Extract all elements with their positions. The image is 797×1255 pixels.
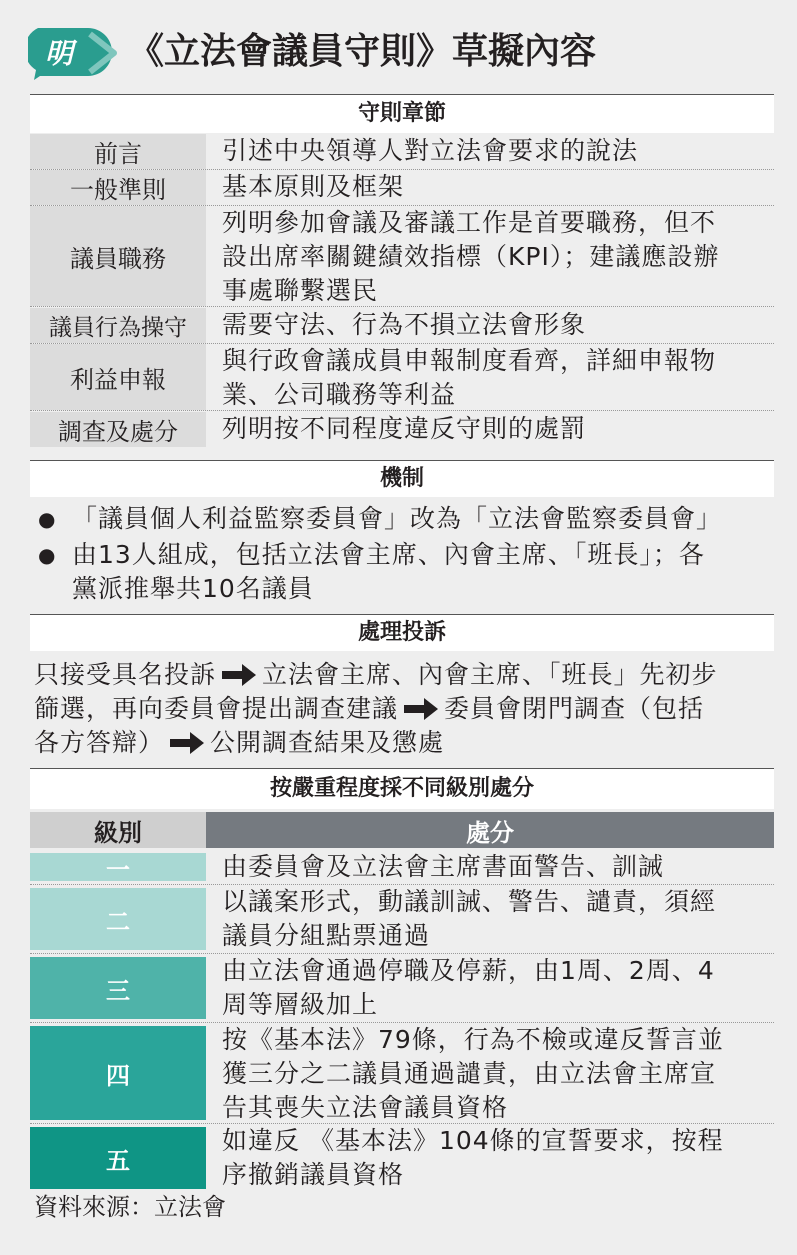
- logo-text: 明: [44, 37, 73, 70]
- bullet-item: [30, 538, 774, 606]
- penalty-row: [30, 850, 774, 885]
- content-line: 業、公司職務等利益: [222, 380, 457, 409]
- section-heading-complaints: 處理投訴: [30, 614, 774, 651]
- chapter-label: 調查及處分: [30, 412, 206, 447]
- content-line: 告其喪失立法會議員資格: [222, 1093, 509, 1122]
- flow-line: [34, 658, 782, 692]
- flow-line: [34, 726, 782, 760]
- content-line: 序撤銷議員資格: [222, 1160, 405, 1189]
- content-line: 以議案形式，動議訓誡、警告、譴責，須經: [222, 887, 717, 916]
- bullet-text: [72, 538, 774, 606]
- bullet-line: 黨派推舉共10名議員: [72, 574, 314, 603]
- chapter-row: [30, 412, 774, 447]
- flow-line: [34, 692, 782, 726]
- chapter-row: [30, 134, 774, 170]
- level-badge: 五: [30, 1127, 206, 1189]
- penalty-content: [222, 1023, 774, 1125]
- chapter-content: [222, 344, 774, 412]
- level-column-header: 級別: [30, 812, 206, 848]
- section-heading-mechanism: 機制: [30, 460, 774, 497]
- content-line: 列明參加會議及審議工作是首要職務，但不: [222, 208, 717, 237]
- chapter-label: 議員行為操守: [30, 308, 206, 343]
- right-arrow-icon: [170, 732, 204, 754]
- content-line: 事處聯繫選民: [222, 276, 379, 305]
- penalty-content: [222, 850, 774, 884]
- flow-step: 篩選，再向委員會提出調查建議: [34, 694, 399, 723]
- chapter-row: [30, 344, 774, 411]
- chapter-content: [222, 206, 774, 308]
- content-line: 與行政會議成員申報制度看齊，詳細申報物: [222, 346, 717, 375]
- chapter-row: [30, 206, 774, 307]
- penalty-content: [222, 1124, 774, 1192]
- content-line: 如違反 《基本法》104條的宣誓要求，按程: [222, 1126, 724, 1155]
- level-badge: 二: [30, 888, 206, 950]
- content-line: 周等層級加上: [222, 990, 379, 1019]
- chapter-label: 議員職務: [30, 206, 206, 306]
- flow-step: 立法會主席、內會主席、「班長」先初步: [262, 660, 718, 689]
- penalty-row: [30, 954, 774, 1023]
- chapter-row: [30, 170, 774, 206]
- penalty-column-header: 處分: [206, 812, 774, 848]
- content-line: 列明按不同程度違反守則的處罰: [222, 414, 587, 443]
- page-title: 《立法會議員守則》草擬內容: [128, 31, 597, 72]
- penalty-row: [30, 1124, 774, 1192]
- penalty-content: [222, 885, 774, 953]
- section-heading-chapters: 守則章節: [30, 94, 774, 133]
- level-badge: 三: [30, 957, 206, 1019]
- chapter-content: [222, 134, 774, 168]
- content-line: 議員分組點票通過: [222, 921, 431, 950]
- bullet-item: [30, 502, 774, 536]
- header: [0, 0, 797, 92]
- bullet-line: 「議員個人利益監察委員會」改為「立法會監察委員會」: [72, 504, 723, 533]
- level-badge: 四: [30, 1026, 206, 1120]
- chapter-content: [222, 170, 774, 204]
- content-line: 由委員會及立法會主席書面警告、訓誡: [222, 852, 665, 881]
- source-note: 資料來源：立法會: [34, 1193, 226, 1221]
- content-line: 獲三分之二議員通過譴責，由立法會主席宣: [222, 1059, 717, 1088]
- penalty-content: [222, 954, 774, 1022]
- right-arrow-icon: [404, 698, 438, 720]
- penalty-row: [30, 885, 774, 954]
- content-line: 設出席率關鍵績效指標（KPI）；建議應設辦: [222, 242, 720, 271]
- section-heading-penalties: 按嚴重程度採不同級別處分: [30, 768, 774, 809]
- complaint-flow: [34, 658, 782, 760]
- bullet-line: 由13人組成，包括立法會主席、內會主席、「班長」；各: [72, 540, 705, 569]
- chapter-label: 利益申報: [30, 344, 206, 410]
- chapter-content: [222, 308, 774, 342]
- flow-step: 各方答辯）: [34, 728, 165, 757]
- chapter-content: [222, 412, 774, 446]
- penalty-table-header: [30, 812, 774, 848]
- content-line: 基本原則及框架: [222, 172, 405, 201]
- content-line: 引述中央領導人對立法會要求的說法: [222, 136, 639, 165]
- flow-step: 只接受具名投訴: [34, 660, 217, 689]
- content-line: 由立法會通過停職及停薪，由1周、2周、4: [222, 956, 715, 985]
- content-line: 需要守法、行為不損立法會形象: [222, 310, 587, 339]
- flow-step: 公開調查結果及懲處: [210, 728, 445, 757]
- penalty-row: [30, 1023, 774, 1124]
- right-arrow-icon: [222, 664, 256, 686]
- chapter-label: 一般準則: [30, 170, 206, 205]
- chapter-row: [30, 308, 774, 344]
- bullet-text: [72, 502, 774, 536]
- content-line: 按《基本法》79條，行為不檢或違反誓言並: [222, 1025, 724, 1054]
- chapter-label: 前言: [30, 134, 206, 169]
- level-badge: 一: [30, 853, 206, 881]
- bullet-dot: ●: [38, 507, 57, 531]
- bullet-dot: ●: [38, 543, 57, 567]
- flow-step: 委員會閉門調查（包括: [444, 694, 705, 723]
